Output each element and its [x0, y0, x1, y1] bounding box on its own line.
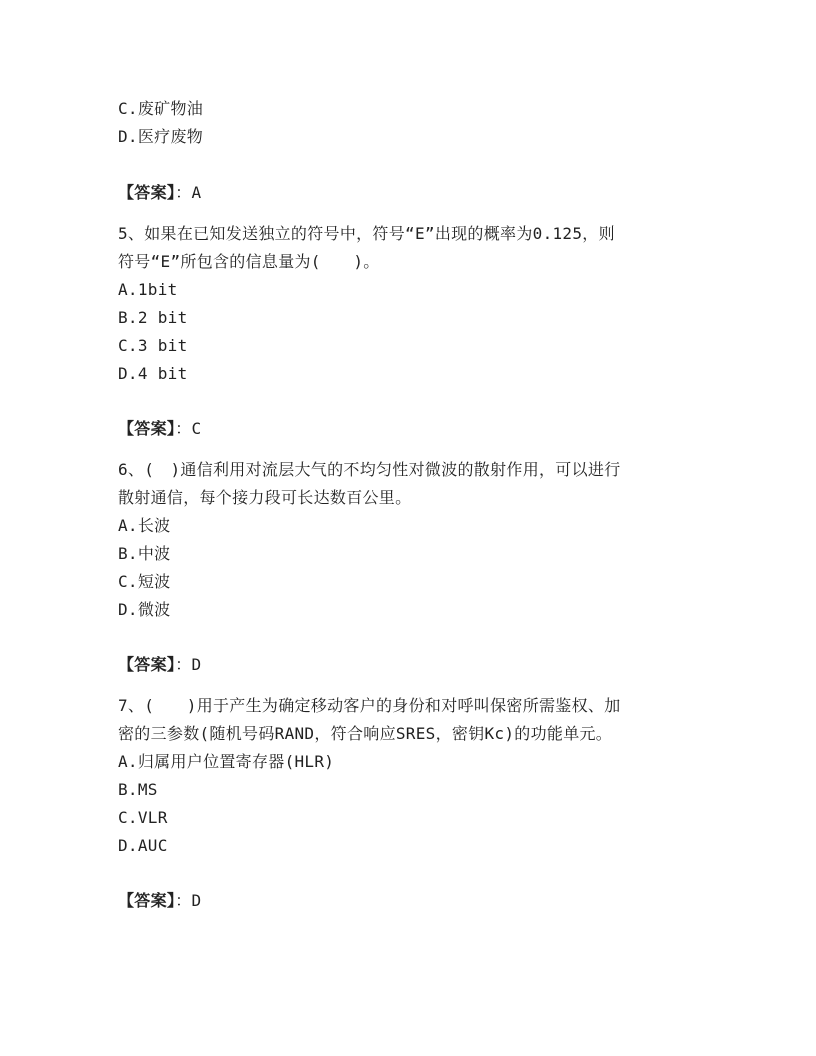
answer-line [118, 655, 201, 675]
answer-label: 【答案】 [118, 655, 176, 674]
answer-label: 【答案】 [118, 183, 176, 202]
question-stem-line: 6、( )通信利用对流层大气的不均匀性对微波的散射作用，可以进行 [118, 460, 621, 479]
option-b: B.2 bit [118, 308, 188, 327]
answer-value: D [191, 655, 202, 674]
answer-label: 【答案】 [118, 891, 176, 910]
option-a: A.归属用户位置寄存器(HLR) [118, 752, 335, 771]
option-c: C.短波 [118, 572, 171, 591]
question-stem-line: 7、( )用于产生为确定移动客户的身份和对呼叫保密所需鉴权、加 [118, 696, 621, 715]
answer-line [118, 419, 201, 439]
answer-separator: ： [175, 655, 192, 674]
option-d: D.AUC [118, 836, 168, 855]
option-d: D.4 bit [118, 364, 188, 383]
option-b: B.MS [118, 780, 158, 799]
question-stem-line: 符号“E”所包含的信息量为( )。 [118, 252, 380, 271]
option-b: B.中波 [118, 544, 171, 563]
answer-value: D [191, 891, 202, 910]
option-c: C.VLR [118, 808, 168, 827]
answer-line [118, 891, 201, 911]
option-c: C.废矿物油 [118, 99, 204, 118]
answer-separator: ： [175, 183, 192, 202]
option-c: C.3 bit [118, 336, 188, 355]
answer-value: A [191, 183, 202, 202]
answer-separator: ： [175, 891, 192, 910]
question-stem-line: 5、如果在已知发送独立的符号中，符号“E”出现的概率为0.125，则 [118, 224, 615, 243]
option-a: A.长波 [118, 516, 171, 535]
answer-separator: ： [175, 419, 192, 438]
question-stem-line: 散射通信，每个接力段可长达数百公里。 [118, 488, 412, 507]
question-stem-line: 密的三参数(随机号码RAND，符合响应SRES，密钥Kc)的功能单元。 [118, 724, 613, 743]
answer-line [118, 183, 201, 203]
answer-label: 【答案】 [118, 419, 176, 438]
option-d: D.医疗废物 [118, 127, 204, 146]
option-a: A.1bit [118, 280, 178, 299]
option-d: D.微波 [118, 600, 171, 619]
answer-value: C [191, 419, 202, 438]
